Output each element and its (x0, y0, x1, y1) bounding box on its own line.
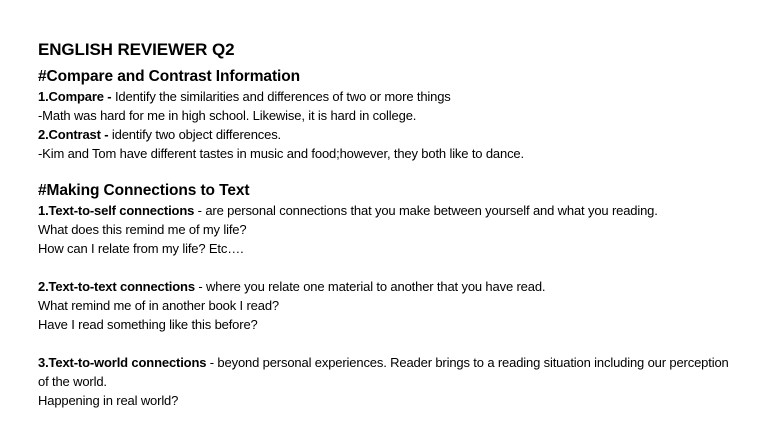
spacer (38, 163, 768, 181)
text-to-self-def-text: - are personal connections that you make between yourself and what you reading. (194, 203, 658, 218)
section-heading-connections: #Making Connections to Text (38, 182, 250, 199)
contrast-def-text: identify two object differences. (111, 127, 282, 142)
text-to-text-question-1: What remind me of in another book I read? (38, 298, 279, 313)
slide-content (38, 40, 768, 410)
contrast-term: 2.Contrast - (38, 127, 112, 142)
spacer (38, 334, 768, 353)
section-heading-compare-contrast: #Compare and Contrast Information (38, 68, 300, 85)
text-to-text-definition (38, 277, 768, 296)
text-to-self-question-1: What does this remind me of my life? (38, 222, 247, 237)
text-to-text-question-2: Have I read something like this before? (38, 317, 258, 332)
text-to-world-term: 3.Text-to-world connections (38, 355, 207, 370)
contrast-example: -Kim and Tom have different tastes in music and food;however, they both like to dance. (38, 146, 524, 161)
text-to-self-definition (38, 201, 768, 220)
text-to-text-term: 2.Text-to-text connections (38, 279, 195, 294)
compare-def-text: Identify the similarities and differences of two or more things (114, 89, 451, 104)
text-to-world-def-text: - beyond personal experiences. Reader brings to a reading situation including our perception of the world. (38, 355, 729, 389)
compare-term: 1.Compare - (38, 89, 115, 104)
compare-example: -Math was hard for me in high school. Likewise, it is hard in college. (38, 108, 417, 123)
page-title: ENGLISH REVIEWER Q2 (38, 40, 235, 59)
spacer (38, 258, 768, 277)
contrast-definition (38, 125, 768, 144)
compare-definition (38, 87, 768, 106)
text-to-world-question-1: Happening in real world? (38, 393, 179, 408)
text-to-self-question-2: How can I relate from my life? Etc…. (38, 241, 244, 256)
text-to-world-definition (38, 353, 738, 391)
text-to-self-term: 1.Text-to-self connections (38, 203, 195, 218)
text-to-text-def-text: - where you relate one material to another that you have read. (194, 279, 546, 294)
